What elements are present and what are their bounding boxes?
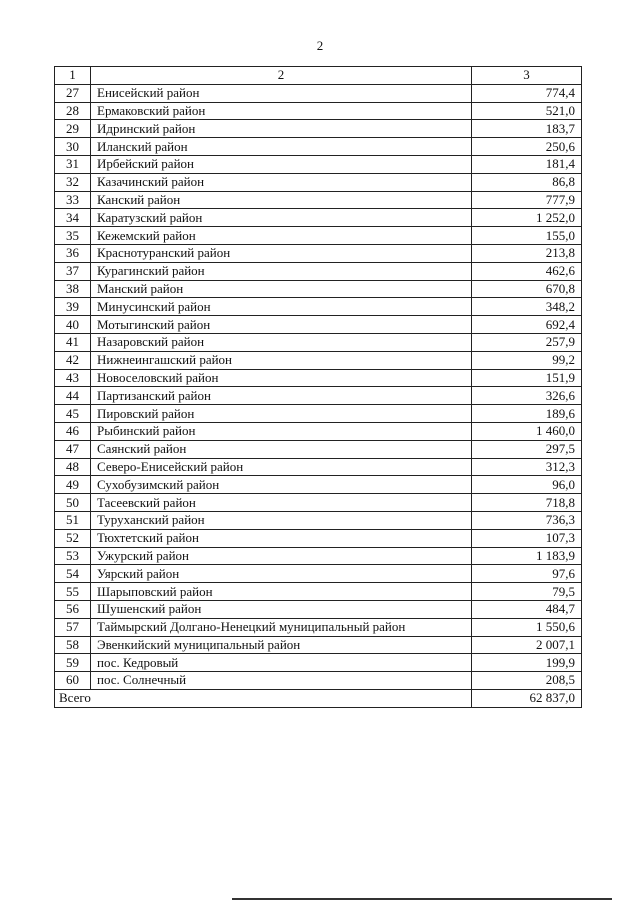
table-row [55,458,582,476]
amount-value: 97,6 [472,565,582,583]
row-number: 51 [55,511,91,529]
row-number: 57 [55,618,91,636]
table-row [55,583,582,601]
amount-value: 312,3 [472,458,582,476]
table-row [55,333,582,351]
district-name: Шушенский район [91,600,472,618]
table-row [55,209,582,227]
amount-value: 777,9 [472,191,582,209]
row-number: 47 [55,440,91,458]
district-name: Тасеевский район [91,494,472,512]
table-row [55,102,582,120]
row-number: 45 [55,405,91,423]
district-name: Таймырский Долгано-Ненецкий муниципальный район [91,618,472,636]
district-name: Канский район [91,191,472,209]
amount-value: 208,5 [472,672,582,690]
table-row [55,298,582,316]
amount-value: 213,8 [472,244,582,262]
row-number: 27 [55,84,91,102]
amount-value: 181,4 [472,155,582,173]
row-number: 31 [55,155,91,173]
table-row [55,173,582,191]
table-row [55,600,582,618]
table-row [55,618,582,636]
total-row [55,689,582,707]
table-row [55,440,582,458]
budget-table [54,66,582,708]
amount-value: 692,4 [472,316,582,334]
district-name: Манский район [91,280,472,298]
amount-value: 326,6 [472,387,582,405]
amount-value: 107,3 [472,529,582,547]
amount-value: 79,5 [472,583,582,601]
amount-value: 2 007,1 [472,636,582,654]
table-row [55,494,582,512]
amount-value: 297,5 [472,440,582,458]
district-name: Кежемский район [91,227,472,245]
amount-value: 99,2 [472,351,582,369]
table-row [55,654,582,672]
column-header-2: 2 [91,67,472,85]
amount-value: 250,6 [472,138,582,156]
table-row [55,529,582,547]
table-row [55,547,582,565]
row-number: 54 [55,565,91,583]
table-row [55,511,582,529]
amount-value: 96,0 [472,476,582,494]
district-name: Шарыповский район [91,583,472,601]
row-number: 59 [55,654,91,672]
row-number: 34 [55,209,91,227]
amount-value: 521,0 [472,102,582,120]
row-number: 28 [55,102,91,120]
district-name: Ермаковский район [91,102,472,120]
amount-value: 86,8 [472,173,582,191]
district-name: Северо-Енисейский район [91,458,472,476]
amount-value: 348,2 [472,298,582,316]
district-name: Новоселовский район [91,369,472,387]
table-row [55,280,582,298]
district-name: пос. Солнечный [91,672,472,690]
amount-value: 151,9 [472,369,582,387]
amount-value: 484,7 [472,600,582,618]
table-row [55,351,582,369]
row-number: 53 [55,547,91,565]
table-row [55,138,582,156]
district-name: Пировский район [91,405,472,423]
amount-value: 257,9 [472,333,582,351]
district-name: Каратузский район [91,209,472,227]
amount-value: 670,8 [472,280,582,298]
district-name: Нижнеингашский район [91,351,472,369]
district-name: Курагинский район [91,262,472,280]
row-number: 60 [55,672,91,690]
district-name: Эвенкийский муниципальный район [91,636,472,654]
table-row [55,120,582,138]
row-number: 33 [55,191,91,209]
page-number: 2 [316,38,324,53]
table-row [55,565,582,583]
district-name: Ирбейский район [91,155,472,173]
table-row [55,672,582,690]
amount-value: 189,6 [472,405,582,423]
table-row [55,476,582,494]
amount-value: 736,3 [472,511,582,529]
amount-value: 1 460,0 [472,422,582,440]
table-row [55,387,582,405]
district-name: Мотыгинский район [91,316,472,334]
amount-value: 462,6 [472,262,582,280]
row-number: 35 [55,227,91,245]
row-number: 43 [55,369,91,387]
table-row [55,84,582,102]
table-header-row [55,67,582,85]
amount-value: 1 252,0 [472,209,582,227]
row-number: 40 [55,316,91,334]
table-row [55,422,582,440]
district-name: Саянский район [91,440,472,458]
bottom-rule [232,898,612,900]
district-name: Партизанский район [91,387,472,405]
column-header-3: 3 [472,67,582,85]
row-number: 39 [55,298,91,316]
total-label: Всего [55,689,472,707]
table-row [55,262,582,280]
row-number: 30 [55,138,91,156]
table-row [55,244,582,262]
row-number: 42 [55,351,91,369]
row-number: 36 [55,244,91,262]
total-value: 62 837,0 [472,689,582,707]
district-name: Ужурский район [91,547,472,565]
amount-value: 199,9 [472,654,582,672]
row-number: 52 [55,529,91,547]
row-number: 44 [55,387,91,405]
district-name: Сухобузимский район [91,476,472,494]
row-number: 56 [55,600,91,618]
row-number: 48 [55,458,91,476]
table-row [55,191,582,209]
district-name: Тюхтетский район [91,529,472,547]
row-number: 29 [55,120,91,138]
amount-value: 155,0 [472,227,582,245]
amount-value: 1 183,9 [472,547,582,565]
table-row [55,227,582,245]
district-name: Назаровский район [91,333,472,351]
row-number: 55 [55,583,91,601]
row-number: 38 [55,280,91,298]
row-number: 32 [55,173,91,191]
column-header-1: 1 [55,67,91,85]
district-name: Казачинский район [91,173,472,191]
row-number: 58 [55,636,91,654]
amount-value: 718,8 [472,494,582,512]
district-name: Иланский район [91,138,472,156]
district-name: Енисейский район [91,84,472,102]
table-row [55,316,582,334]
row-number: 49 [55,476,91,494]
amount-value: 1 550,6 [472,618,582,636]
row-number: 46 [55,422,91,440]
district-name: пос. Кедровый [91,654,472,672]
amount-value: 774,4 [472,84,582,102]
table-row [55,155,582,173]
row-number: 41 [55,333,91,351]
district-name: Туруханский район [91,511,472,529]
row-number: 50 [55,494,91,512]
district-name: Идринский район [91,120,472,138]
amount-value: 183,7 [472,120,582,138]
table-row [55,636,582,654]
district-name: Уярский район [91,565,472,583]
table-row [55,405,582,423]
district-name: Минусинский район [91,298,472,316]
table-row [55,369,582,387]
district-name: Краснотуранский район [91,244,472,262]
row-number: 37 [55,262,91,280]
district-name: Рыбинский район [91,422,472,440]
